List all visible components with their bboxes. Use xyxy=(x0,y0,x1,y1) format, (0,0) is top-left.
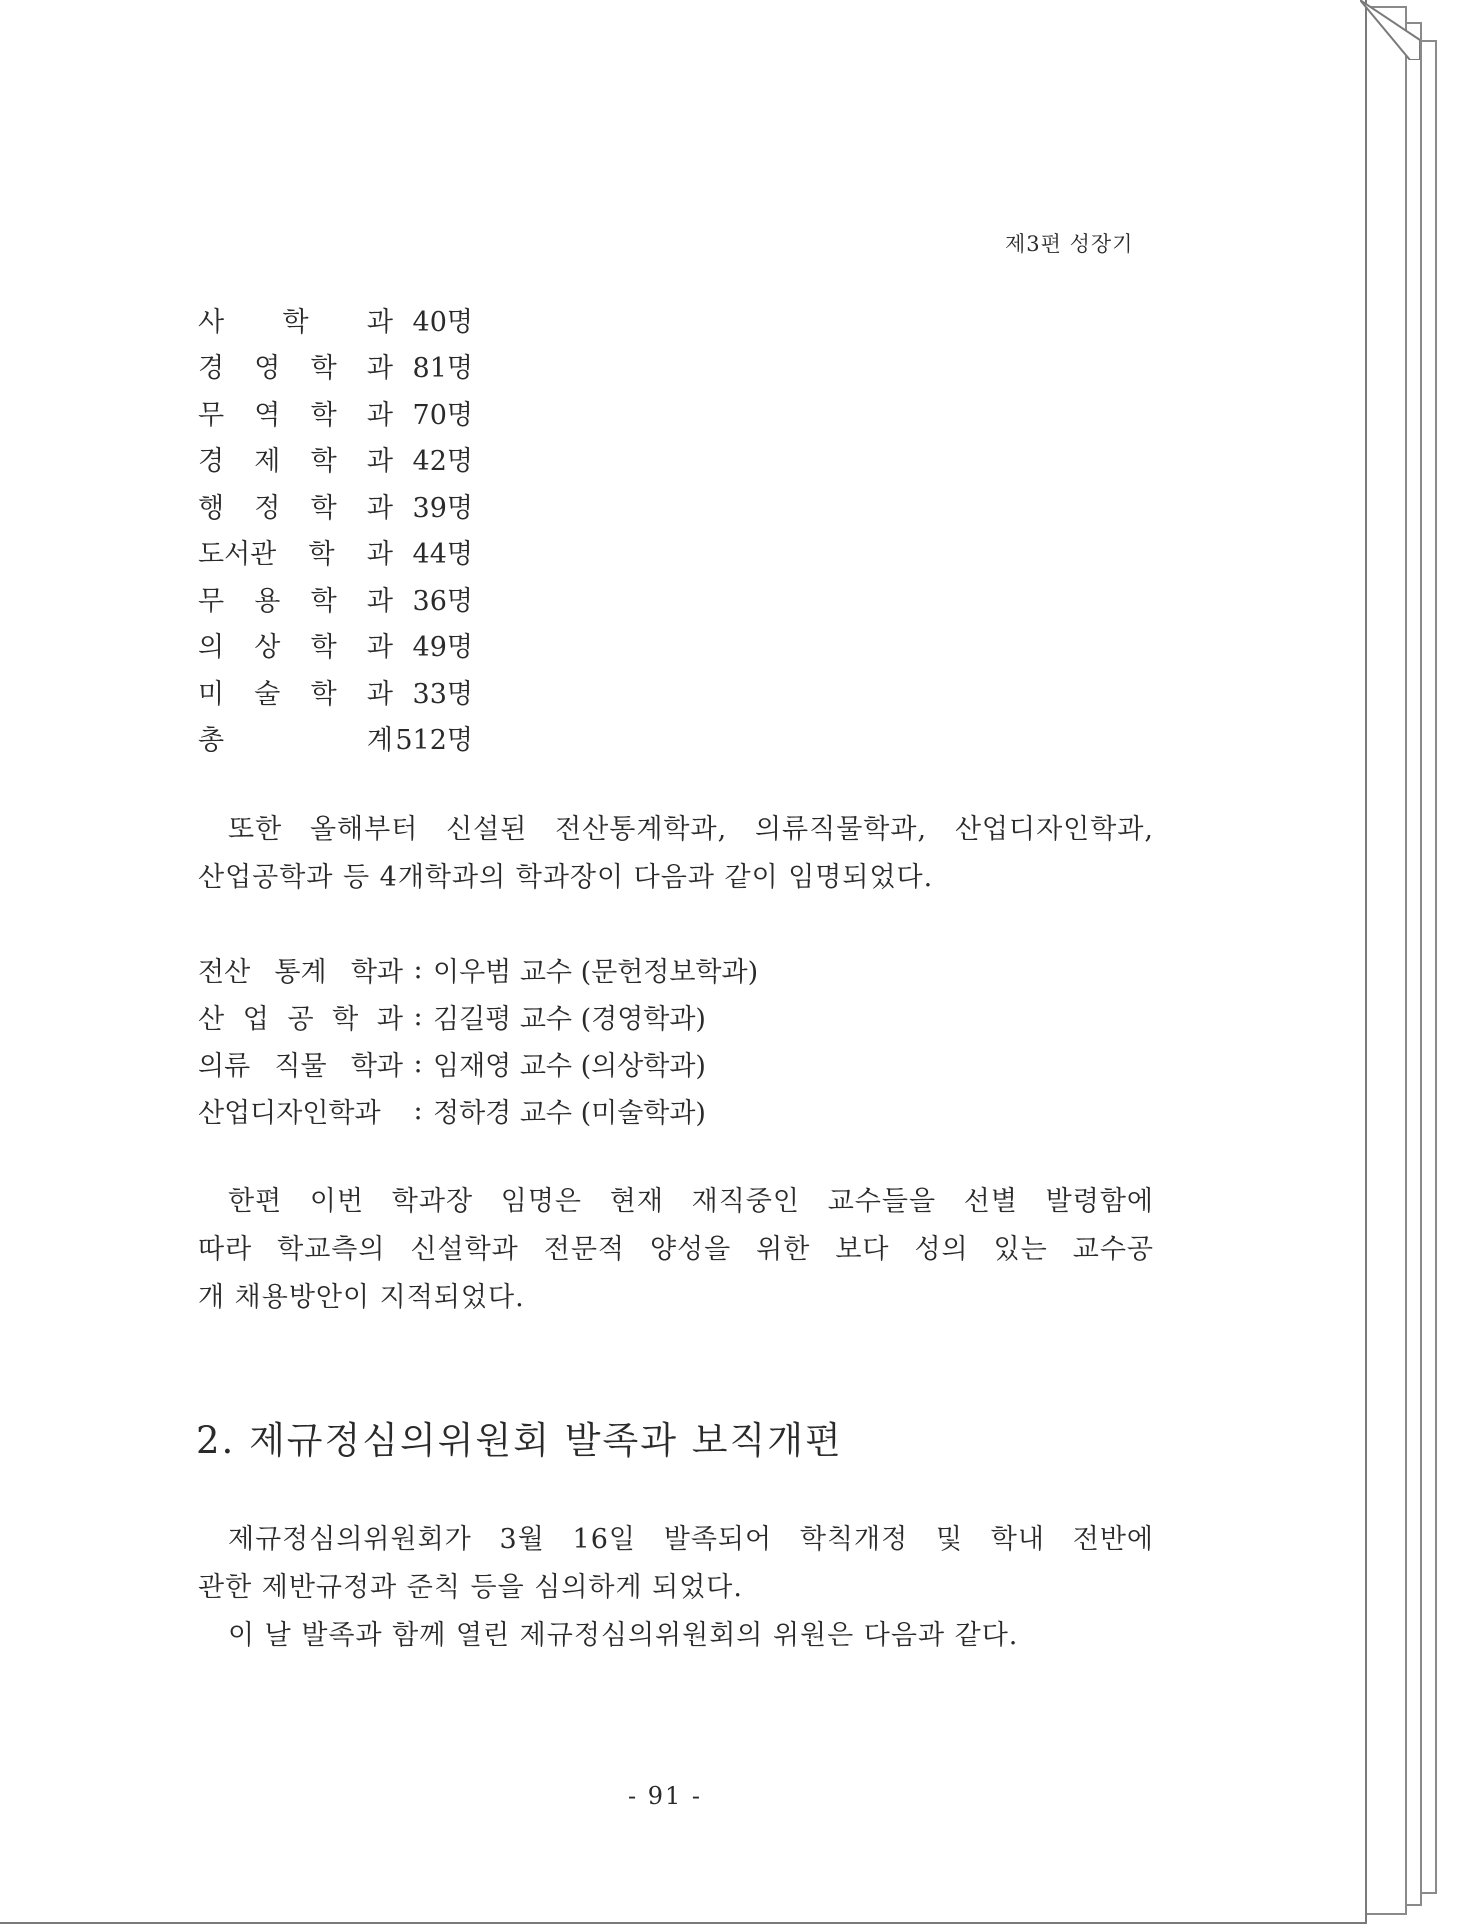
paragraph-new-departments xyxy=(198,806,1154,902)
section-heading: 2. 제규정심의위원회 발족과 보직개편 xyxy=(196,1419,843,1462)
dept-name: 미 술 학 과 xyxy=(198,678,393,710)
dept-head-row xyxy=(198,1040,758,1087)
dept-count: 70명 xyxy=(412,399,473,431)
dept-head-row xyxy=(198,993,758,1040)
dept-name: 경 영 학 과 xyxy=(198,353,393,385)
head-dept-name: 산업디자인학과 xyxy=(198,1098,381,1129)
enrollment-row xyxy=(198,343,473,390)
head-person: 김길평 교수 (경영학과) xyxy=(433,1004,706,1035)
paragraph-line: 제규정심의위원회가 3월 16일 발족되어 학칙개정 및 학내 전반에 xyxy=(228,1524,1154,1555)
head-dept-name: 전산 통계 학과 xyxy=(198,957,403,988)
page-edge-1 xyxy=(1365,6,1407,1915)
paragraph-committee xyxy=(198,1516,1154,1660)
dept-count: 81명 xyxy=(412,353,473,385)
page-number: - 91 - xyxy=(628,1782,703,1810)
enrollment-row xyxy=(198,575,473,622)
dept-count: 44명 xyxy=(412,539,473,571)
paragraph-line: 개 채용방안이 지적되었다. xyxy=(198,1282,525,1313)
paragraph-line: 이 날 발족과 함께 열린 제규정심의위원회의 위원은 다음과 같다. xyxy=(228,1620,1019,1651)
dept-count: 36명 xyxy=(412,585,473,617)
paragraph-line: 따라 학교측의 신설학과 전문적 양성을 위한 보다 성의 있는 교수공 xyxy=(198,1234,1154,1265)
dept-name: 경 제 학 과 xyxy=(198,446,393,478)
dept-count: 33명 xyxy=(412,678,473,710)
colon-separator: : xyxy=(413,1048,423,1079)
colon-separator: : xyxy=(413,954,423,985)
dept-name: 도서관 학 과 xyxy=(198,539,393,571)
head-person: 이우범 교수 (문헌정보학과) xyxy=(433,957,759,988)
dept-count: 512명 xyxy=(395,725,473,757)
enrollment-row xyxy=(198,436,473,483)
dept-name: 총 계 xyxy=(198,725,393,757)
page-fold-corner xyxy=(1360,0,1420,60)
dept-count: 39명 xyxy=(412,492,473,524)
paragraph-line: 한편 이번 학과장 임명은 현재 재직중인 교수들을 선별 발령함에 xyxy=(228,1186,1154,1217)
dept-head-row xyxy=(198,1087,758,1134)
head-dept-name: 산 업 공 학 과 xyxy=(198,1004,403,1035)
dept-name: 의 상 학 과 xyxy=(198,632,393,664)
paragraph-line: 관한 제반규정과 준칙 등을 심의하게 되었다. xyxy=(198,1572,743,1603)
head-dept-name: 의류 직물 학과 xyxy=(198,1051,403,1082)
enrollment-row xyxy=(198,529,473,576)
dept-count: 40명 xyxy=(412,306,473,338)
enrollment-row xyxy=(198,668,473,715)
colon-separator: : xyxy=(413,1001,423,1032)
enrollment-row xyxy=(198,482,473,529)
dept-name: 사 학 과 xyxy=(198,306,393,338)
enrollment-row xyxy=(198,622,473,669)
head-person: 임재영 교수 (의상학과) xyxy=(433,1051,706,1082)
paragraph-line: 산업공학과 등 4개학과의 학과장이 다음과 같이 임명되었다. xyxy=(198,862,934,893)
paragraph-line: 또한 올해부터 신설된 전산통계학과, 의류직물학과, 산업디자인학과, xyxy=(228,814,1154,845)
dept-name: 무 용 학 과 xyxy=(198,585,393,617)
enrollment-row xyxy=(198,389,473,436)
department-heads-list xyxy=(198,946,758,1134)
dept-count: 49명 xyxy=(412,632,473,664)
colon-separator: : xyxy=(413,1095,423,1126)
paragraph-appointment-remark xyxy=(198,1178,1154,1322)
head-person: 정하경 교수 (미술학과) xyxy=(433,1098,706,1129)
dept-count: 42명 xyxy=(412,446,473,478)
enrollment-list xyxy=(198,296,473,761)
running-header: 제3편 성장기 xyxy=(1005,232,1134,256)
enrollment-total-row xyxy=(198,715,473,762)
dept-name: 무 역 학 과 xyxy=(198,399,393,431)
enrollment-row xyxy=(198,296,473,343)
dept-head-row xyxy=(198,946,758,993)
dept-name: 행 정 학 과 xyxy=(198,492,393,524)
